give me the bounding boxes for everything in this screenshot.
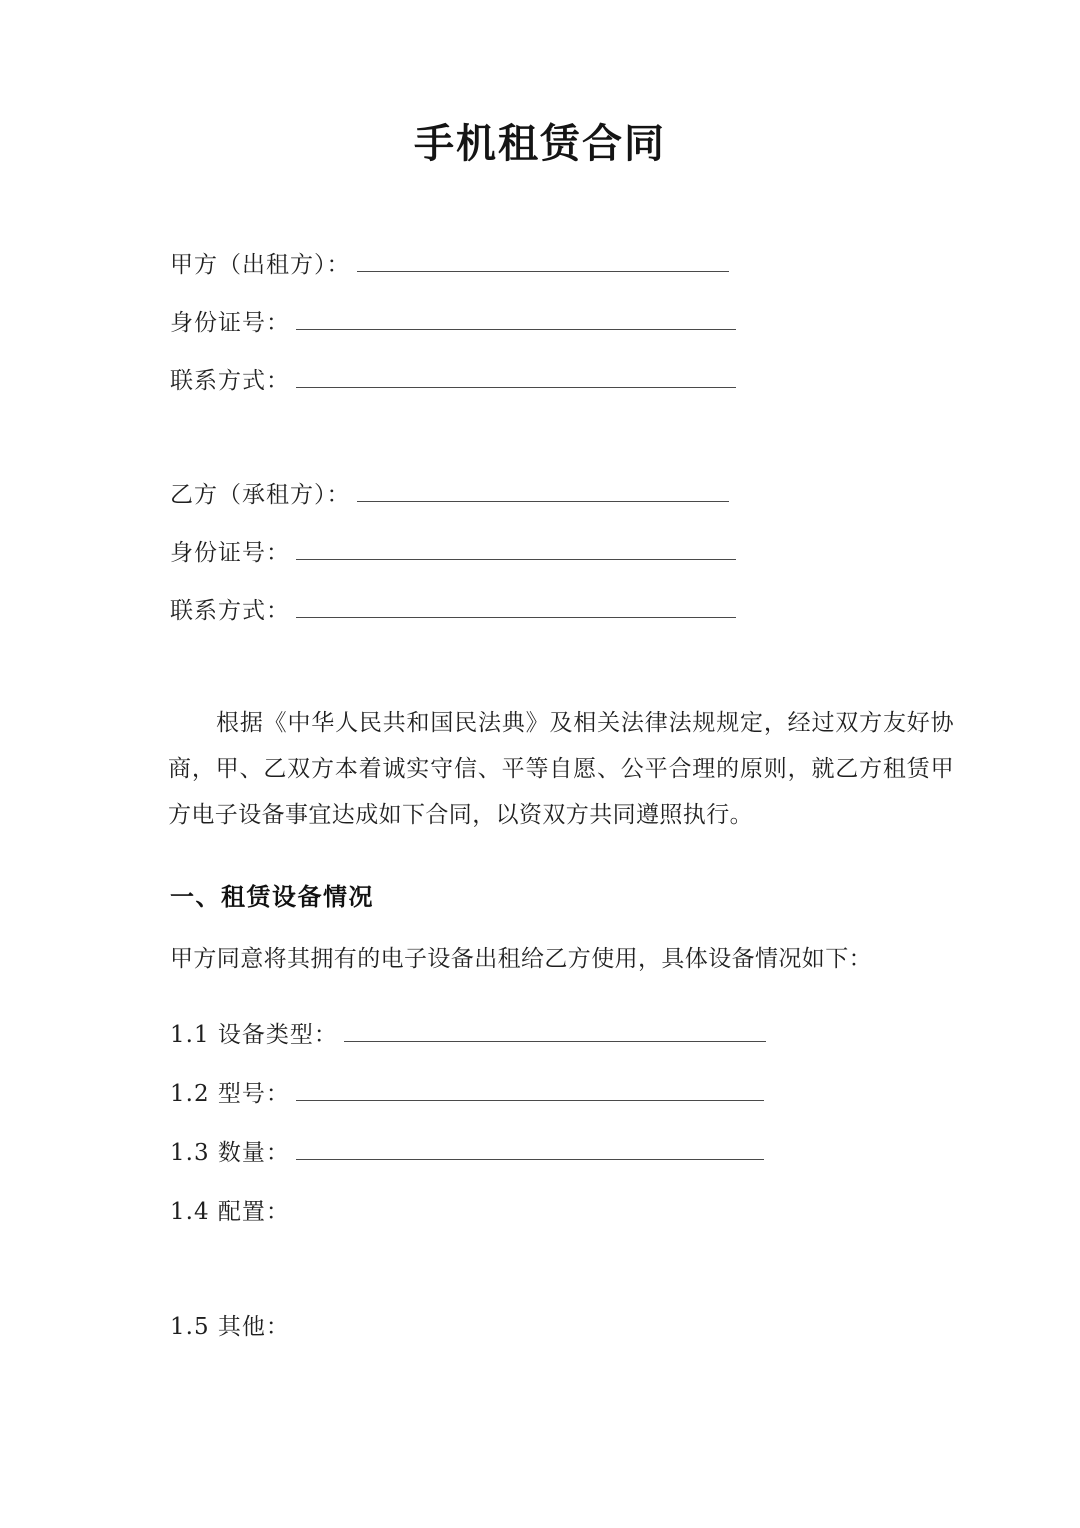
party-a-contact-input-rule[interactable] xyxy=(296,365,736,388)
item-1-1-input-rule[interactable] xyxy=(344,1019,766,1042)
party-a-name-input-rule[interactable] xyxy=(357,249,729,272)
item-1-3-label: 1.3 数量： xyxy=(170,1140,290,1166)
item-1-4-row xyxy=(170,1195,290,1229)
party-b-contact-row xyxy=(170,594,736,628)
item-1-2-input-rule[interactable] xyxy=(296,1078,764,1101)
item-1-1-label: 1.1 设备类型： xyxy=(170,1022,338,1048)
party-b-id-label: 身份证号： xyxy=(170,540,290,566)
item-1-3-input-rule[interactable] xyxy=(296,1137,764,1160)
party-a-name-label: 甲方（出租方）： xyxy=(170,252,351,278)
section-one-intro: 甲方同意将其拥有的电子设备出租给乙方使用，具体设备情况如下： xyxy=(170,946,872,972)
party-b-id-row xyxy=(170,536,736,570)
party-b-contact-label: 联系方式： xyxy=(170,598,290,624)
item-1-5-label: 1.5 其他： xyxy=(170,1314,290,1340)
party-b-name-label: 乙方（承租方）： xyxy=(170,482,351,508)
party-b-name-row xyxy=(170,478,729,512)
preamble-paragraph: 根据《中华人民共和国民法典》及相关法律法规规定，经过双方友好协商，甲、乙双方本着诚实守信、平等自愿、公平合理的原则，就乙方租赁甲方电子设备事宜达成如下合同，以资双方共同遵照执行。 xyxy=(168,710,954,828)
item-1-2-row xyxy=(170,1077,764,1111)
party-a-id-row xyxy=(170,306,736,340)
party-b-contact-input-rule[interactable] xyxy=(296,595,736,618)
item-1-1-row xyxy=(170,1018,766,1052)
party-b-id-input-rule[interactable] xyxy=(296,537,736,560)
page-title: 手机租赁合同 xyxy=(414,120,666,167)
party-a-contact-label: 联系方式： xyxy=(170,368,290,394)
item-1-3-row xyxy=(170,1136,764,1170)
item-1-4-label: 1.4 配置： xyxy=(170,1199,290,1225)
party-a-contact-row xyxy=(170,364,736,398)
party-a-name-row xyxy=(170,248,729,282)
party-a-id-input-rule[interactable] xyxy=(296,307,736,330)
item-1-2-label: 1.2 型号： xyxy=(170,1081,290,1107)
section-one-heading: 一、租赁设备情况 xyxy=(170,882,374,911)
party-b-name-input-rule[interactable] xyxy=(357,479,729,502)
item-1-5-row xyxy=(170,1310,290,1344)
party-a-id-label: 身份证号： xyxy=(170,310,290,336)
